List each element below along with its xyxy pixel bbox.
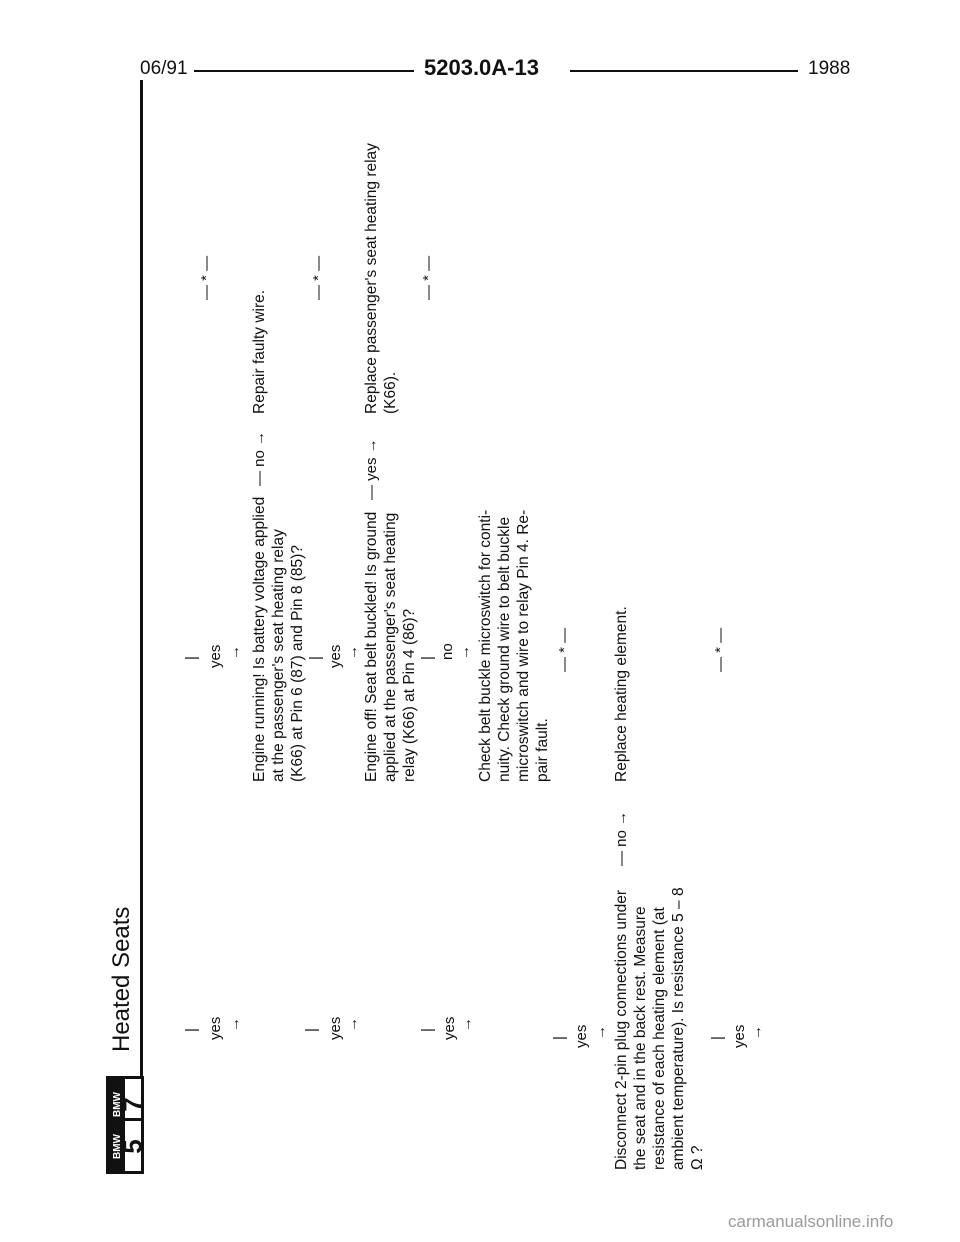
end-marker: — * — (712, 627, 729, 672)
step-check-buckle: Check belt buckle microswitch for conti- nuity. Check ground wire to belt buckle microswitch and wire to relay Pin 4. Re- pair fault. (477, 509, 551, 782)
flow-bar: | (183, 1028, 200, 1032)
flow-no-branch: — no → (251, 430, 268, 486)
flow-arrow: → (344, 645, 361, 660)
end-marker: — * — (420, 255, 437, 300)
flow-bar: | (551, 1036, 568, 1040)
step-engine-running: Engine running! Is battery voltage applied at the passenger's seat heating relay (K66) at Pin 6 (87) and Pin 8 (85)? (251, 496, 306, 782)
flow-bar: | (183, 656, 200, 660)
step-replace-element: Replace heating element. (613, 606, 630, 782)
flow-bar: | (303, 1028, 320, 1032)
flow-no-branch: — no → (613, 810, 630, 866)
flow-arrow: → (592, 1025, 609, 1040)
flow-arrow: → (226, 1017, 243, 1032)
flow-yes-label: yes (573, 1024, 590, 1048)
bmw-logo-icon: BMW (109, 1079, 125, 1129)
footer-watermark: carmanualsonline.info (728, 1212, 894, 1231)
flow-yes-label: yes (441, 1016, 458, 1040)
page-left-rule (140, 80, 143, 1160)
header-date: 06/91 (140, 58, 188, 79)
step-disconnect-plug: Disconnect 2-pin plug connections under the seat and in the back rest. Measure resistance of each heating element (at ambient temperature). Is resistance 5 – 8 Ω ? (613, 887, 706, 1170)
header-rule-left (194, 70, 414, 72)
flow-yes-branch: — yes → (363, 438, 380, 500)
flow-yes-label: yes (207, 644, 224, 668)
step-engine-off: Engine off! Seat belt buckled! Is ground applied at the passenger's seat heating relay (K66) at Pin 4 (86)? (363, 511, 418, 782)
section-title: Heated Seats (108, 906, 135, 1052)
flow-yes-label: yes (327, 1016, 344, 1040)
flow-bar: | (419, 1028, 436, 1032)
flow-yes-label: yes (207, 1016, 224, 1040)
header-rule-right (570, 70, 798, 72)
step-repair-wire: Repair faulty wire. (251, 289, 268, 414)
badge-number: 7 (117, 1096, 148, 1112)
end-marker: — * — (556, 627, 573, 672)
flow-bar: | (307, 656, 324, 660)
flow-no-label: no (439, 643, 456, 660)
end-marker: — * — (198, 255, 215, 300)
badge-number: 5 (117, 1138, 148, 1154)
step-replace-relay: Replace passenger's seat heating relay (K66). (363, 143, 399, 414)
flow-arrow: → (748, 1025, 765, 1040)
bmw-badge-5 (106, 1118, 148, 1174)
header-year: 1988 (808, 58, 851, 79)
end-marker: — * — (310, 255, 327, 300)
header-code: 5203.0A-13 (424, 55, 539, 80)
flow-yes-label: yes (731, 1024, 748, 1048)
flow-yes-label: yes (327, 644, 344, 668)
flow-bar: | (419, 656, 436, 660)
flow-bar: | (709, 1036, 726, 1040)
flow-arrow: → (226, 645, 243, 660)
flow-arrow: → (344, 1017, 361, 1032)
bmw-logo-icon: BMW (109, 1121, 125, 1171)
flow-arrow: → (458, 1017, 475, 1032)
flow-arrow: → (456, 645, 473, 660)
